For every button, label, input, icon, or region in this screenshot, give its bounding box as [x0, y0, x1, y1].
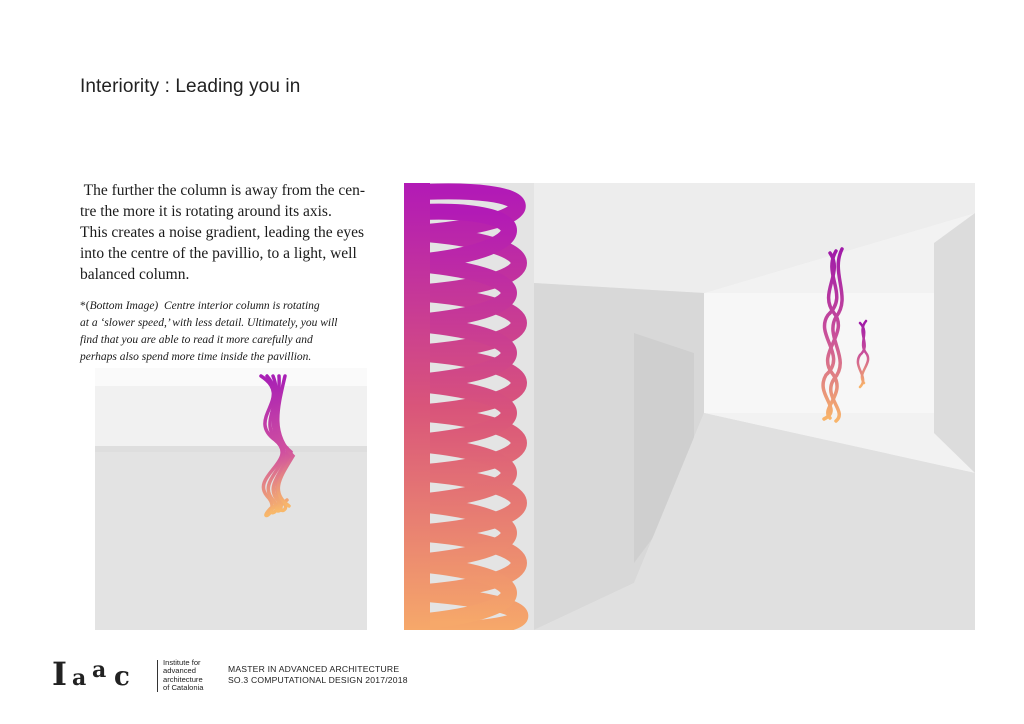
svg-text:a: a [72, 665, 87, 691]
program-info [228, 664, 408, 686]
iaac-logo-mark [52, 657, 152, 693]
interior-render-image [404, 183, 975, 630]
note-text: Centre interior column is rotating [158, 300, 320, 312]
note-label: Bottom Image) [89, 300, 159, 312]
note-prefix: *( [80, 300, 90, 312]
page-title: Interiority : Leading you in [80, 76, 301, 97]
note-line: at a ‘slower speed,’ with less detail. Ultimately, you will [80, 317, 338, 329]
paragraph-line: balanced column. [80, 266, 190, 283]
interior-view-render [404, 183, 975, 630]
note-line: find that you are able to read it more carefully and [80, 334, 313, 346]
program-line: MASTER IN ADVANCED ARCHITECTURE [228, 664, 400, 674]
institute-name [163, 659, 233, 693]
institute-line: advanced [163, 666, 196, 676]
svg-text:I: I [52, 657, 67, 693]
paragraph-line: This creates a noise gradient, leading the eyes [80, 224, 365, 241]
note-line [80, 298, 398, 315]
institute-line: of Catalonia [163, 683, 204, 693]
image-note [80, 298, 398, 366]
description-paragraph [80, 180, 398, 285]
centre-column-render [95, 368, 367, 630]
svg-text:a: a [92, 657, 107, 683]
program-line: SO.3 COMPUTATIONAL DESIGN 2017/2018 [228, 675, 408, 685]
logo-divider [157, 660, 158, 692]
paragraph-line: into the centre of the pavillio, to a light, well [80, 245, 357, 262]
institute-line: Institute for [163, 658, 201, 667]
paragraph-line: The further the column is away from the cen- [80, 182, 366, 199]
bottom-render-image [95, 368, 367, 630]
institute-line: architecture [163, 674, 203, 684]
iaac-logo [52, 657, 152, 698]
svg-text:c: c [114, 662, 130, 692]
note-line: perhaps also spend more time inside the pavillion. [80, 351, 312, 363]
paragraph-line: tre the more it is rotating around its axis. [80, 203, 332, 220]
